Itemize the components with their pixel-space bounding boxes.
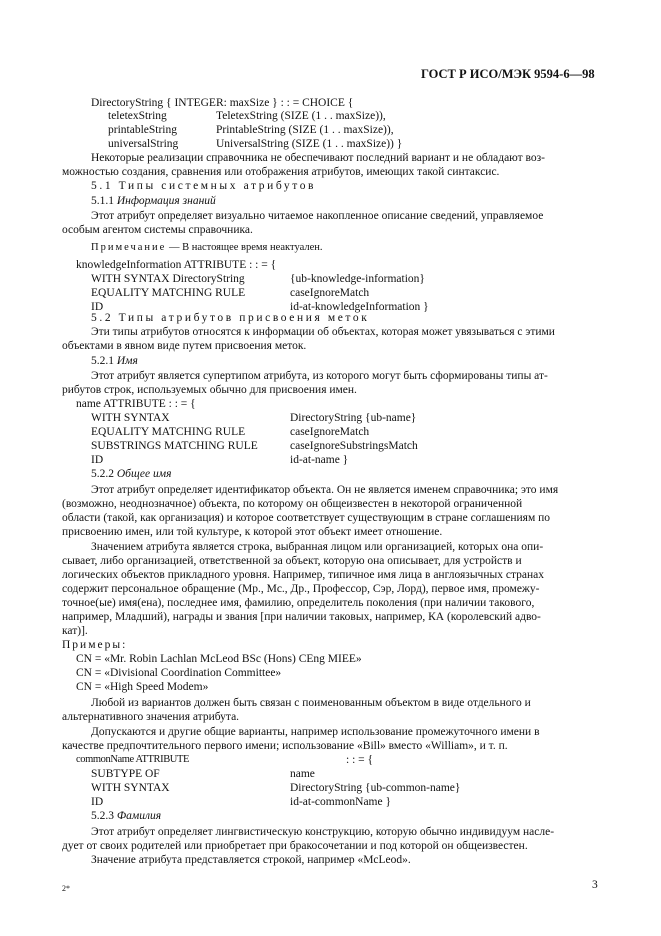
paragraph-line: (возможно, неоднозначное) объекта, по которому он общеизвестен в некоторой ограниченной: [62, 498, 523, 510]
paragraph-line: точное(ые) имя(ена), последнее имя, фамилию, определитель поколения (при наличии такового,: [62, 597, 535, 609]
section-heading: 5.1 Типы системных атрибутов: [91, 180, 317, 192]
examples-label: Примеры:: [62, 639, 128, 651]
code-cell: caseIgnoreMatch: [290, 426, 370, 438]
subsection-number: 5.2.2: [91, 468, 114, 480]
code-cell: WITH SYNTAX: [91, 412, 170, 424]
code-cell: ID: [91, 454, 104, 466]
subsection-heading: [91, 467, 171, 481]
code-cell: universalString: [108, 138, 179, 150]
paragraph-line: Допускаются и другие общие варианты, например использование промежуточного имени в: [91, 726, 540, 738]
code-line: DirectoryString { INTEGER: maxSize } : : = CHOICE {: [91, 97, 354, 109]
paragraph-line: дует от своих родителей или приобретает при бракосочетании и под которой он общеизвестен.: [62, 840, 528, 852]
note-label: Примечание: [91, 242, 167, 253]
paragraph-line: рибутов строк, используемых обычно для присвоения имен.: [62, 384, 357, 396]
paragraph-line: Этот атрибут определяет идентификатор объекта. Он не является именем справочника; это имя: [91, 484, 559, 496]
paragraph-line: Этот атрибут является супертипом атрибута, из которого могут быть сформированы типы ат-: [91, 370, 548, 382]
code-cell: PrintableString (SIZE (1 . . maxSize)),: [216, 124, 394, 136]
code-cell: SUBTYPE OF: [91, 768, 160, 780]
paragraph-line: кат)].: [62, 625, 88, 637]
paragraph-line: Некоторые реализации справочника не обеспечивают последний вариант и не обладают воз-: [91, 152, 545, 164]
paragraph-line: например, Младший), награды и звания [при наличии таковых, например, КА (королевский адво-: [62, 611, 541, 623]
paragraph-line: объектами в явном виде путем присвоения меток.: [62, 340, 307, 352]
code-cell: TeletexString (SIZE (1 . . maxSize)),: [216, 110, 386, 122]
example-line: CN = «Divisional Coordination Committee»: [76, 667, 282, 679]
code-cell: WITH SYNTAX DirectoryString: [91, 273, 245, 285]
code-cell: caseIgnoreMatch: [290, 287, 370, 299]
footer-mark: 2*: [62, 884, 70, 893]
code-cell: EQUALITY MATCHING RULE: [91, 287, 246, 299]
subsection-heading: [91, 354, 138, 368]
subsection-title: Фамилия: [116, 810, 162, 822]
subsection-title: Имя: [116, 355, 138, 367]
code-line: name ATTRIBUTE : : = {: [76, 398, 196, 410]
paragraph-line: особым агентом системы справочника.: [62, 224, 253, 236]
paragraph-line: области (такой, как организация) и которое соответствует существующим в стране соглашениям по: [62, 512, 551, 524]
paragraph-line: можностью создания, сравнения или отображения атрибутов, имеющих такой синтаксис.: [62, 166, 500, 178]
document-header: ГОСТ Р ИСО/МЭК 9594-6—98: [421, 67, 595, 81]
section-heading: 5.2 Типы атрибутов присвоения меток: [91, 312, 370, 324]
subsection-heading: [91, 194, 216, 208]
code-assign: : : = {: [346, 754, 374, 766]
code-cell: ID: [91, 301, 104, 313]
code-cell: WITH SYNTAX: [91, 782, 170, 794]
code-line: commonName ATTRIBUTE: [76, 754, 190, 765]
code-cell: printableString: [108, 124, 177, 136]
code-cell: UniversalString (SIZE (1 . . maxSize)) }: [216, 138, 403, 150]
code-cell: {ub-knowledge-information}: [290, 273, 425, 285]
subsection-title: Информация знаний: [116, 195, 216, 207]
code-cell: id-at-commonName }: [290, 796, 392, 808]
code-cell: ID: [91, 796, 104, 808]
code-cell: DirectoryString {ub-common-name}: [290, 782, 461, 794]
code-cell: teletexString: [108, 110, 167, 122]
paragraph-line: Этот атрибут определяет визуально читаемое накопленное описание сведений, управляемое: [91, 210, 544, 222]
code-cell: id-at-knowledgeInformation }: [290, 301, 429, 313]
subsection-heading: [91, 809, 161, 823]
note-text: — В настоящее время неактуален.: [166, 242, 323, 253]
paragraph-line: содержит персональное обращение (Мр., Мс., Др., Профессор, Сэр, Лорд), первое имя, промежу-: [62, 583, 540, 595]
paragraph-line: Значением атрибута является строка, выбранная лицом или организацией, которых она опи-: [91, 541, 544, 553]
paragraph-line: логических объектов прикладного уровня. Например, типичное имя лица в англоязычных странах: [62, 569, 544, 581]
subsection-number: 5.2.1: [91, 355, 114, 367]
subsection-title: Общее имя: [116, 468, 172, 480]
paragraph-line: сывает, либо организацией, ответственной за объект, которую она описывает, для устройств и: [62, 555, 522, 567]
paragraph-line: Этот атрибут определяет лингвистическую конструкцию, которую обычно индивидуум насле-: [91, 826, 555, 838]
paragraph-line: качестве предпочтительного первого имени; использование «Bill» вместо «William», и т. п.: [62, 740, 508, 752]
code-cell: name: [290, 768, 315, 780]
page-number: 3: [592, 879, 598, 891]
paragraph-line: присвоению имен, или той культуре, к которой этот объект имеет отношение.: [62, 526, 443, 538]
example-line: CN = «High Speed Modem»: [76, 681, 209, 693]
code-cell: caseIgnoreSubstringsMatch: [290, 440, 418, 452]
code-line: knowledgeInformation ATTRIBUTE : : = {: [76, 259, 277, 271]
paragraph-line: Значение атрибута представляется строкой, например «McLeod».: [91, 854, 411, 866]
note: [91, 241, 322, 255]
subsection-number: 5.1.1: [91, 195, 114, 207]
code-cell: DirectoryString {ub-name}: [290, 412, 417, 424]
paragraph-line: Любой из вариантов должен быть связан с поименованным объектом в виде отдельного и: [91, 697, 531, 709]
code-cell: EQUALITY MATCHING RULE: [91, 426, 246, 438]
paragraph-line: Эти типы атрибутов относятся к информации об объектах, которая может увязываться с этими: [91, 326, 555, 338]
code-cell: SUBSTRINGS MATCHING RULE: [91, 440, 258, 452]
code-cell: id-at-name }: [290, 454, 349, 466]
subsection-number: 5.2.3: [91, 810, 114, 822]
example-line: CN = «Mr. Robin Lachlan McLeod BSc (Hons) CEng MIEE»: [76, 653, 362, 665]
paragraph-line: альтернативного значения атрибута.: [62, 711, 240, 723]
